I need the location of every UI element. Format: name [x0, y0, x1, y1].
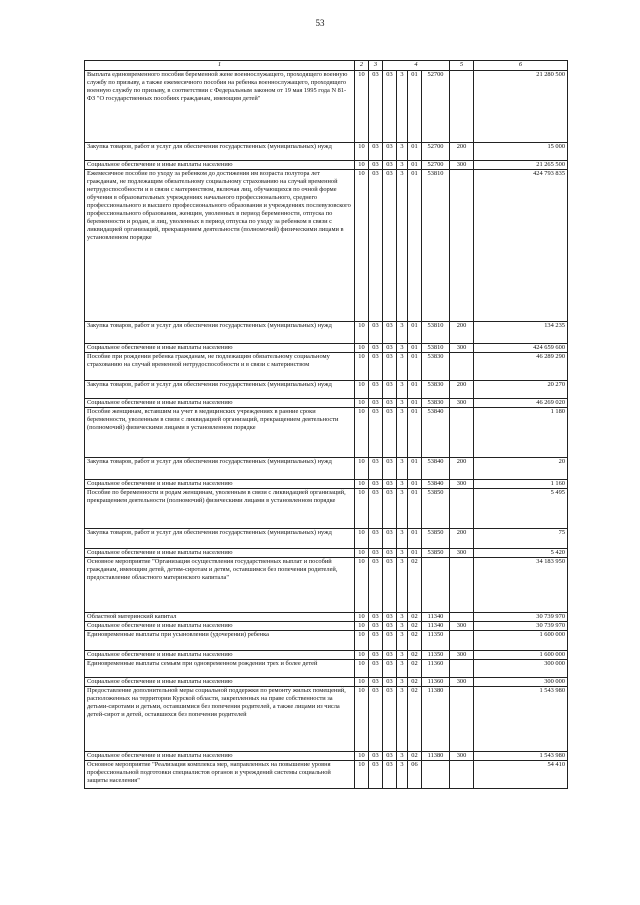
row-code-cell: 3 [397, 613, 408, 622]
row-code-cell: 10 [355, 399, 369, 408]
row-code-cell: 10 [355, 529, 369, 549]
row-code-cell: 02 [408, 613, 422, 622]
row-code-cell: 300 [450, 549, 474, 558]
page-number: 53 [315, 18, 325, 28]
row-code-cell: 3 [397, 529, 408, 549]
row-code-cell: 03 [369, 651, 383, 660]
row-code-cell: 3 [397, 344, 408, 353]
row-code-cell: 01 [408, 458, 422, 480]
table-row [85, 687, 568, 752]
row-code-cell: 200 [450, 143, 474, 161]
table-row [85, 761, 568, 789]
row-amount-cell: 46 289 290 [474, 353, 568, 381]
row-name-cell: Закупка товаров, работ и услуг для обеспечения государственных (муниципальных) нужд [85, 529, 355, 549]
row-amount-cell: 54 410 [474, 761, 568, 789]
row-code-cell: 10 [355, 143, 369, 161]
row-code-cell: 10 [355, 480, 369, 489]
row-code-cell: 03 [383, 381, 397, 399]
table-row [85, 651, 568, 660]
row-amount-cell: 1 180 [474, 408, 568, 458]
row-code-cell: 03 [369, 344, 383, 353]
row-code-cell: 3 [397, 752, 408, 761]
row-code-cell: 11350 [422, 631, 450, 651]
row-name-cell: Социальное обеспечение и иные выплаты населению [85, 678, 355, 687]
row-code-cell: 11350 [422, 651, 450, 660]
row-code-cell: 10 [355, 161, 369, 170]
row-code-cell [450, 71, 474, 143]
row-amount-cell: 1 543 980 [474, 687, 568, 752]
row-code-cell: 03 [369, 71, 383, 143]
row-code-cell: 300 [450, 344, 474, 353]
row-code-cell: 03 [383, 408, 397, 458]
row-code-cell: 01 [408, 143, 422, 161]
row-code-cell: 3 [397, 687, 408, 752]
row-code-cell: 06 [408, 761, 422, 789]
row-code-cell: 03 [383, 353, 397, 381]
row-code-cell: 200 [450, 381, 474, 399]
row-code-cell: 11380 [422, 752, 450, 761]
row-code-cell: 3 [397, 480, 408, 489]
row-code-cell: 01 [408, 549, 422, 558]
row-name-cell: Пособие женщинам, вставшим на учет в медицинских учреждениях в ранние сроки беременности, уволенным в связи с ликвидацией организаций, прекращением деятельности (полномочий) физическими лицами в установленном порядке [85, 408, 355, 458]
row-code-cell: 10 [355, 170, 369, 322]
row-code-cell: 03 [369, 170, 383, 322]
row-code-cell: 10 [355, 752, 369, 761]
row-name-cell: Социальное обеспечение и иные выплаты населению [85, 399, 355, 408]
row-amount-cell: 300 000 [474, 660, 568, 678]
row-code-cell: 02 [408, 622, 422, 631]
row-code-cell: 03 [383, 143, 397, 161]
row-amount-cell: 424 793 835 [474, 170, 568, 322]
row-code-cell: 03 [369, 489, 383, 529]
row-amount-cell: 20 [474, 458, 568, 480]
row-code-cell: 10 [355, 549, 369, 558]
row-code-cell: 02 [408, 558, 422, 613]
row-name-cell: Социальное обеспечение и иные выплаты населению [85, 344, 355, 353]
row-code-cell: 10 [355, 408, 369, 458]
row-code-cell: 11380 [422, 687, 450, 752]
table-row [85, 529, 568, 549]
row-name-cell: Закупка товаров, работ и услуг для обеспечения государственных (муниципальных) нужд [85, 143, 355, 161]
row-code-cell: 3 [397, 143, 408, 161]
row-code-cell: 10 [355, 613, 369, 622]
row-code-cell [450, 170, 474, 322]
row-code-cell: 3 [397, 678, 408, 687]
row-code-cell [450, 353, 474, 381]
row-code-cell: 01 [408, 322, 422, 344]
row-amount-cell: 300 000 [474, 678, 568, 687]
row-code-cell: 03 [383, 344, 397, 353]
row-code-cell: 10 [355, 558, 369, 613]
row-code-cell: 01 [408, 480, 422, 489]
table-row [85, 489, 568, 529]
row-code-cell: 53840 [422, 458, 450, 480]
row-amount-cell: 5 420 [474, 549, 568, 558]
table-row [85, 399, 568, 408]
row-amount-cell: 1 160 [474, 480, 568, 489]
row-code-cell: 02 [408, 651, 422, 660]
table-row [85, 622, 568, 631]
row-code-cell: 03 [369, 613, 383, 622]
row-code-cell: 03 [383, 752, 397, 761]
row-code-cell: 03 [383, 399, 397, 408]
row-code-cell: 03 [369, 353, 383, 381]
row-code-cell: 53830 [422, 381, 450, 399]
row-code-cell: 03 [383, 558, 397, 613]
row-name-cell: Выплата единовременного пособия беременной жене военнослужащего, проходящего военную службу по призыву, а также ежемесячного пособия на ребенка военнослужащего, проходящего военную службу по призыву, в соответствии с Федеральным законом от 19 мая 1995 года N 81-ФЗ "О государственных пособиях гражданам, имеющим детей" [85, 71, 355, 143]
row-name-cell: Предоставление дополнительной меры социальной поддержки по ремонту жилых помещений, расположенных на территории Курской области, закрепленных на праве собственности за детьми-сиротами и детьми, оставшимися без попечения родителей, а также лицами из числа детей-сирот и детей, оставшихся без попечения родителей [85, 687, 355, 752]
row-code-cell: 03 [369, 143, 383, 161]
row-code-cell: 3 [397, 622, 408, 631]
table-row [85, 660, 568, 678]
table-row [85, 381, 568, 399]
row-code-cell: 10 [355, 687, 369, 752]
row-code-cell: 03 [369, 529, 383, 549]
header-cell: 4 [383, 61, 450, 71]
row-code-cell: 3 [397, 458, 408, 480]
row-name-cell: Социальное обеспечение и иные выплаты населению [85, 651, 355, 660]
table-body [85, 61, 568, 789]
row-code-cell: 02 [408, 678, 422, 687]
row-code-cell [450, 558, 474, 613]
table-header-row [85, 61, 568, 71]
row-code-cell: 01 [408, 170, 422, 322]
row-amount-cell: 1 600 000 [474, 631, 568, 651]
row-code-cell: 03 [369, 631, 383, 651]
row-name-cell: Основное мероприятие "Организация осуществления государственных выплат и пособий гражданам, имеющим детей, детям-сиротам и детям, оставшимся без попечения родителей, предоставление областного материнского капитала" [85, 558, 355, 613]
row-code-cell: 03 [383, 71, 397, 143]
row-code-cell: 10 [355, 761, 369, 789]
row-code-cell: 03 [383, 761, 397, 789]
row-name-cell: Единовременные выплаты семьям при одновременном рождении трех и более детей [85, 660, 355, 678]
row-code-cell: 11340 [422, 622, 450, 631]
row-code-cell: 11340 [422, 613, 450, 622]
row-code-cell: 10 [355, 458, 369, 480]
row-code-cell: 01 [408, 161, 422, 170]
row-amount-cell: 46 269 020 [474, 399, 568, 408]
row-code-cell: 3 [397, 660, 408, 678]
row-code-cell: 03 [369, 549, 383, 558]
row-code-cell [422, 558, 450, 613]
row-code-cell [450, 489, 474, 529]
row-code-cell: 10 [355, 322, 369, 344]
row-code-cell: 10 [355, 71, 369, 143]
row-code-cell: 03 [383, 161, 397, 170]
row-code-cell: 10 [355, 381, 369, 399]
row-code-cell: 300 [450, 651, 474, 660]
row-code-cell: 03 [369, 761, 383, 789]
row-code-cell: 3 [397, 651, 408, 660]
row-code-cell: 03 [369, 399, 383, 408]
table-row [85, 549, 568, 558]
table-row [85, 170, 568, 322]
row-code-cell: 300 [450, 161, 474, 170]
table-row [85, 558, 568, 613]
row-code-cell: 03 [383, 687, 397, 752]
row-code-cell: 3 [397, 558, 408, 613]
row-code-cell: 01 [408, 529, 422, 549]
row-code-cell: 10 [355, 344, 369, 353]
row-code-cell: 03 [383, 322, 397, 344]
row-code-cell: 52700 [422, 143, 450, 161]
row-code-cell: 300 [450, 752, 474, 761]
row-code-cell: 11360 [422, 660, 450, 678]
row-amount-cell: 21 280 500 [474, 71, 568, 143]
row-code-cell: 03 [369, 622, 383, 631]
table-row [85, 344, 568, 353]
row-amount-cell: 75 [474, 529, 568, 549]
header-cell: 1 [85, 61, 355, 71]
table-row [85, 322, 568, 344]
header-cell: 5 [450, 61, 474, 71]
row-code-cell: 03 [383, 549, 397, 558]
table-row [85, 458, 568, 480]
row-code-cell: 3 [397, 399, 408, 408]
row-name-cell: Пособие по беременности и родам женщинам, уволенным в связи с ликвидацией организаций, прекращением деятельности (полномочий) физическими лицами в установленном порядке [85, 489, 355, 529]
table-row [85, 143, 568, 161]
budget-table [84, 60, 568, 789]
row-name-cell: Областной материнский капитал [85, 613, 355, 622]
row-code-cell: 03 [369, 480, 383, 489]
table-row [85, 480, 568, 489]
row-code-cell: 03 [383, 480, 397, 489]
row-code-cell: 52700 [422, 161, 450, 170]
row-name-cell: Социальное обеспечение и иные выплаты населению [85, 480, 355, 489]
row-code-cell [450, 408, 474, 458]
row-code-cell: 01 [408, 381, 422, 399]
table-row [85, 161, 568, 170]
row-name-cell: Закупка товаров, работ и услуг для обеспечения государственных (муниципальных) нужд [85, 458, 355, 480]
row-code-cell: 53810 [422, 170, 450, 322]
row-code-cell: 10 [355, 660, 369, 678]
table-row [85, 752, 568, 761]
row-code-cell: 53810 [422, 344, 450, 353]
row-code-cell: 03 [369, 678, 383, 687]
row-code-cell [450, 660, 474, 678]
row-code-cell: 3 [397, 161, 408, 170]
table-row [85, 613, 568, 622]
row-name-cell: Социальное обеспечение и иные выплаты населению [85, 161, 355, 170]
row-code-cell: 10 [355, 678, 369, 687]
row-code-cell [450, 761, 474, 789]
row-code-cell: 300 [450, 399, 474, 408]
header-cell: 6 [474, 61, 568, 71]
row-code-cell: 01 [408, 71, 422, 143]
row-code-cell: 300 [450, 622, 474, 631]
row-code-cell: 53850 [422, 549, 450, 558]
row-name-cell: Ежемесячное пособие по уходу за ребенком до достижения им возраста полутора лет гражданам, не подлежащим обязательному социальному страхованию на случай временной нетрудоспособности и в связи с материнством, включая лиц, обучающихся по очной форме обучения в образовательных учреждениях начального профессионального, среднего профессионального и высшего профессионального образования и учреждениях послевузовского профессионального образования, женщин, уволенных в период беременности, отпуска по беременности и родам, и лиц, уволенных в период отпуска по уходу за ребенком в связи с ликвидацией организаций, прекращением деятельности (полномочий) физическими лицами в установленном порядке [85, 170, 355, 322]
row-amount-cell: 5 495 [474, 489, 568, 529]
row-code-cell: 03 [383, 622, 397, 631]
row-name-cell: Социальное обеспечение и иные выплаты населению [85, 549, 355, 558]
row-code-cell: 3 [397, 322, 408, 344]
row-code-cell: 3 [397, 353, 408, 381]
row-code-cell: 03 [369, 408, 383, 458]
row-amount-cell: 1 600 000 [474, 651, 568, 660]
row-code-cell: 53830 [422, 353, 450, 381]
row-code-cell: 02 [408, 687, 422, 752]
row-code-cell: 03 [383, 170, 397, 322]
row-code-cell: 02 [408, 660, 422, 678]
row-code-cell: 52700 [422, 71, 450, 143]
row-name-cell: Единовременные выплаты при усыновлении (удочерении) ребенка [85, 631, 355, 651]
table-row [85, 631, 568, 651]
row-code-cell: 01 [408, 489, 422, 529]
row-amount-cell: 134 235 [474, 322, 568, 344]
row-code-cell: 3 [397, 71, 408, 143]
row-code-cell: 03 [369, 322, 383, 344]
row-code-cell [450, 687, 474, 752]
row-code-cell: 200 [450, 529, 474, 549]
row-code-cell: 01 [408, 408, 422, 458]
row-code-cell: 3 [397, 549, 408, 558]
row-code-cell: 10 [355, 651, 369, 660]
row-code-cell: 03 [369, 161, 383, 170]
row-code-cell: 03 [383, 529, 397, 549]
row-code-cell: 3 [397, 170, 408, 322]
table-row [85, 353, 568, 381]
row-code-cell: 03 [383, 613, 397, 622]
row-code-cell [450, 631, 474, 651]
row-code-cell [422, 761, 450, 789]
row-code-cell: 10 [355, 489, 369, 529]
row-code-cell: 03 [369, 660, 383, 678]
table-row [85, 71, 568, 143]
row-code-cell: 10 [355, 631, 369, 651]
row-amount-cell: 20 270 [474, 381, 568, 399]
row-amount-cell: 34 183 950 [474, 558, 568, 613]
row-code-cell: 10 [355, 622, 369, 631]
row-code-cell: 53850 [422, 489, 450, 529]
row-code-cell [450, 613, 474, 622]
header-cell: 2 [355, 61, 369, 71]
row-code-cell: 02 [408, 631, 422, 651]
row-name-cell: Основное мероприятие "Реализация комплекса мер, направленных на повышение уровня профессиональной подготовки специалистов органов и учреждений системы социальной защиты населения" [85, 761, 355, 789]
row-code-cell: 03 [369, 752, 383, 761]
row-code-cell: 01 [408, 344, 422, 353]
table-row [85, 678, 568, 687]
row-code-cell: 03 [369, 381, 383, 399]
row-code-cell: 03 [383, 678, 397, 687]
row-amount-cell: 424 659 600 [474, 344, 568, 353]
row-code-cell: 3 [397, 761, 408, 789]
row-code-cell: 200 [450, 322, 474, 344]
row-code-cell: 53840 [422, 480, 450, 489]
row-amount-cell: 30 739 970 [474, 613, 568, 622]
row-code-cell: 02 [408, 752, 422, 761]
row-code-cell: 03 [383, 458, 397, 480]
row-code-cell: 11360 [422, 678, 450, 687]
row-name-cell: Социальное обеспечение и иные выплаты населению [85, 622, 355, 631]
row-amount-cell: 21 265 500 [474, 161, 568, 170]
row-amount-cell: 1 543 980 [474, 752, 568, 761]
row-code-cell: 3 [397, 408, 408, 458]
row-name-cell: Закупка товаров, работ и услуг для обеспечения государственных (муниципальных) нужд [85, 322, 355, 344]
row-code-cell: 53840 [422, 408, 450, 458]
row-code-cell: 3 [397, 381, 408, 399]
row-code-cell: 01 [408, 399, 422, 408]
row-code-cell: 03 [383, 631, 397, 651]
row-code-cell: 53850 [422, 529, 450, 549]
row-code-cell: 03 [369, 458, 383, 480]
row-code-cell: 300 [450, 480, 474, 489]
row-code-cell: 53830 [422, 399, 450, 408]
row-code-cell: 3 [397, 489, 408, 529]
row-name-cell: Социальное обеспечение и иные выплаты населению [85, 752, 355, 761]
row-code-cell: 3 [397, 631, 408, 651]
header-cell: 3 [369, 61, 383, 71]
row-code-cell: 01 [408, 353, 422, 381]
row-code-cell: 03 [369, 558, 383, 613]
row-code-cell: 03 [383, 489, 397, 529]
row-code-cell: 10 [355, 353, 369, 381]
row-name-cell: Пособие при рождении ребенка гражданам, не подлежащим обязательному социальному страхованию на случай временной нетрудоспособности и в связи с материнством [85, 353, 355, 381]
row-code-cell: 300 [450, 678, 474, 687]
row-code-cell: 03 [369, 687, 383, 752]
row-amount-cell: 30 739 970 [474, 622, 568, 631]
row-name-cell: Закупка товаров, работ и услуг для обеспечения государственных (муниципальных) нужд [85, 381, 355, 399]
row-amount-cell: 15 000 [474, 143, 568, 161]
row-code-cell: 03 [383, 651, 397, 660]
row-code-cell: 53810 [422, 322, 450, 344]
row-code-cell: 03 [383, 660, 397, 678]
table-row [85, 408, 568, 458]
row-code-cell: 200 [450, 458, 474, 480]
